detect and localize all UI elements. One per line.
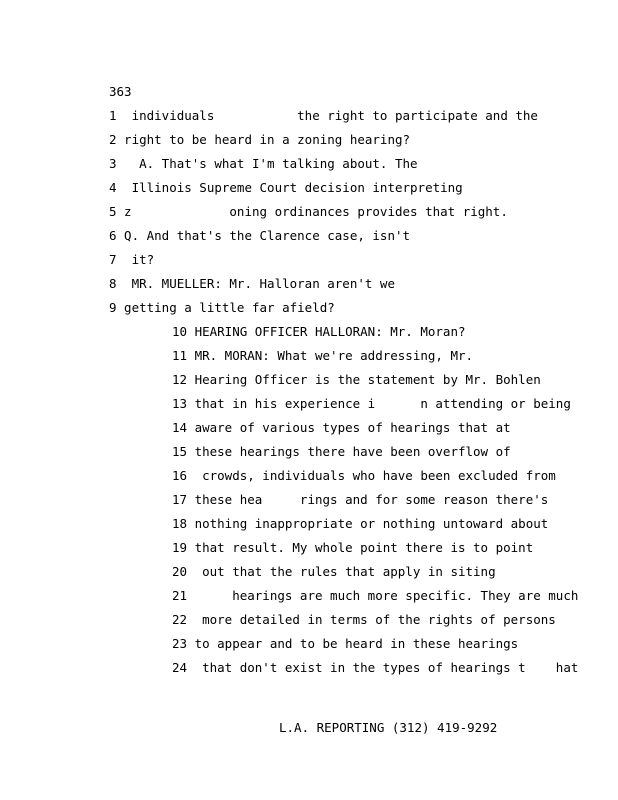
transcript-line-19: 19 that result. My whole point there is to point bbox=[172, 540, 534, 555]
transcript-line-15: 15 these hearings there have been overflow of bbox=[172, 444, 511, 459]
page-number: 363 bbox=[109, 84, 132, 99]
reporter-footer: L.A. REPORTING (312) 419-9292 bbox=[279, 720, 498, 735]
transcript-line-23: 23 to appear and to be heard in these hearings bbox=[172, 636, 519, 651]
transcript-line-14: 14 aware of various types of hearings that at bbox=[172, 420, 511, 435]
transcript-line-3: 3 A. That's what I'm talking about. The bbox=[109, 156, 418, 171]
transcript-line-4: 4 Illinois Supreme Court decision interpreting bbox=[109, 180, 463, 195]
transcript-line-20: 20 out that the rules that apply in siting bbox=[172, 564, 496, 579]
transcript-line-12: 12 Hearing Officer is the statement by Mr. Bohlen bbox=[172, 372, 541, 387]
transcript-line-16: 16 crowds, individuals who have been excluded from bbox=[172, 468, 556, 483]
transcript-line-9: 9 getting a little far afield? bbox=[109, 300, 335, 315]
transcript-line-6: 6 Q. And that's the Clarence case, isn't bbox=[109, 228, 411, 243]
transcript-line-10: 10 HEARING OFFICER HALLORAN: Mr. Moran? bbox=[172, 324, 466, 339]
transcript-line-2: 2 right to be heard in a zoning hearing? bbox=[109, 132, 411, 147]
transcript-line-13: 13 that in his experience i n attending or being bbox=[172, 396, 571, 411]
transcript-line-1: 1 individuals the right to participate and the bbox=[109, 108, 538, 123]
transcript-line-21: 21 hearings are much more specific. They are much bbox=[172, 588, 579, 603]
transcript-line-24: 24 that don't exist in the types of hearings t hat bbox=[172, 660, 579, 675]
transcript-line-8: 8 MR. MUELLER: Mr. Halloran aren't we bbox=[109, 276, 395, 291]
transcript-line-5: 5 z oning ordinances provides that right. bbox=[109, 204, 508, 219]
transcript-line-18: 18 nothing inappropriate or nothing untoward about bbox=[172, 516, 549, 531]
transcript-line-11: 11 MR. MORAN: What we're addressing, Mr. bbox=[172, 348, 474, 363]
transcript-line-22: 22 more detailed in terms of the rights of persons bbox=[172, 612, 556, 627]
transcript-line-7: 7 it? bbox=[109, 252, 155, 267]
transcript-line-17: 17 these hea rings and for some reason there's bbox=[172, 492, 549, 507]
